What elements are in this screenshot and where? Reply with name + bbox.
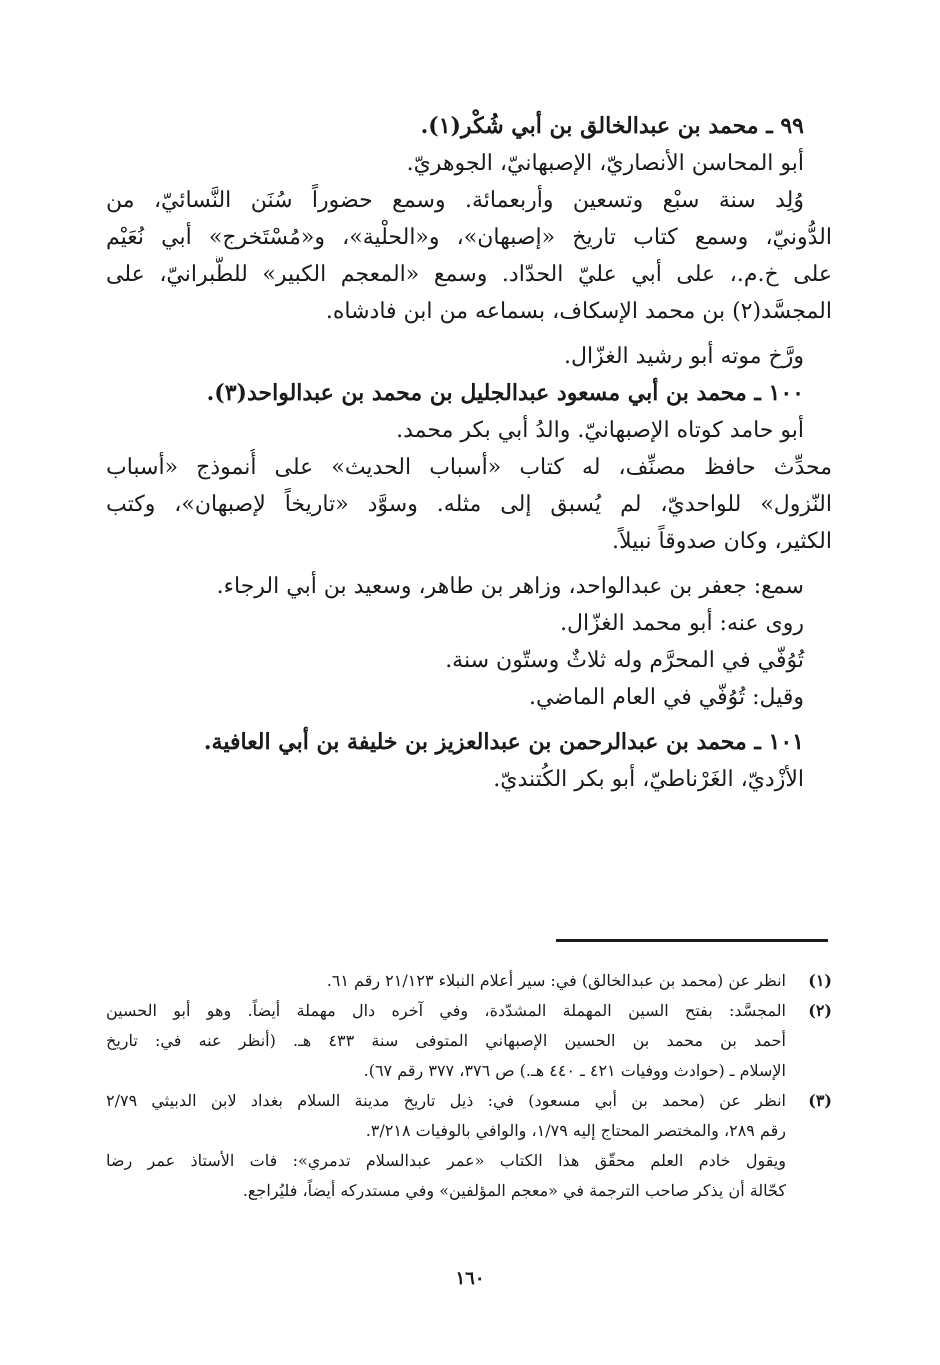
footnote-number: (٣) (808, 1091, 832, 1110)
text-line: الدُّونيّ، وسمع كتاب تاريخ «إصبهان»، و«الحلْية»، و«مُسْتَخرج» أبي نُعَيْم (106, 225, 832, 250)
footnote (106, 966, 832, 996)
paragraph-gap (106, 330, 832, 338)
page-number: ١٦٠ (455, 1268, 485, 1289)
footnote-line: انظر عن (محمد بن أبي مسعود) في: ذيل تاريخ مدينة السلام بغداد لابن الدبيثي ٢/٧٩ (106, 1091, 786, 1110)
text-line: روى عنه: أبو محمد الغزّال. (560, 611, 804, 636)
entry-heading: ٩٩ ـ محمد بن عبدالخالق بن أبي شُكْر(١). (420, 113, 804, 139)
text-line: محدِّث حافظ مصنِّف، له كتاب «أسباب الحديث» على أُنموذج «أسباب (106, 455, 832, 480)
footnote-line: أحمد بن محمد بن الحسين الإصبهاني المتوفى سنة ٤٣٣ هـ. (أنظر عنه في: تاريخ (106, 1031, 786, 1050)
text-line: تُوُفّي في المحرَّم وله ثلاثٌ وستّون سنة. (445, 648, 804, 673)
text-line: ورَّخ موته أبو رشيد الغزّال. (564, 344, 804, 369)
main-text (106, 108, 832, 798)
footnote-number: (٢) (808, 1001, 832, 1020)
footnote-separator (556, 939, 828, 942)
footnote-text (106, 1146, 786, 1206)
text-line: الأزْديّ، الغَرْناطيّ، أبو بكر الكُتنديّ. (493, 767, 804, 792)
entry-heading: ١٠١ ـ محمد بن عبدالرحمن بن عبدالعزيز بن خليفة بن أبي العافية. (203, 729, 804, 755)
text-line: أبو حامد كوتاه الإصبهانيّ. والدُ أبي بكر محمد. (396, 418, 804, 443)
text-line: على خ.م.، على أبي عليّ الحدّاد. وسمع «المعجم الكبير» للطَّبرانيّ، على (106, 262, 832, 287)
footnote-line: كحّالة أن يذكر صاحب الترجمة في «معجم المؤلفين» وفي مستدركه أيضاً، فليُراجع. (242, 1181, 786, 1200)
footnote-number: (١) (808, 971, 832, 990)
paragraph-gap (106, 716, 832, 724)
paragraph-gap (106, 560, 832, 568)
text-line: الكثير، وكان صدوقاً نبيلاً. (611, 529, 832, 554)
footnote-text (106, 1086, 786, 1146)
entry-heading: ١٠٠ ـ محمد بن أبي مسعود عبدالجليل بن محمد بن عبدالواحد(٣). (206, 380, 804, 406)
footnote-text (106, 966, 786, 996)
footnote (106, 1146, 832, 1206)
footnotes (106, 966, 832, 1206)
footnote-line: الإسلام ـ (حوادث ووفيات ٤٢١ ـ ٤٤٠ هـ.) ص ٣٧٦، ٣٧٧ رقم ٦٧). (363, 1061, 786, 1080)
footnote-line: انظر عن (محمد بن عبدالخالق) في: سير أعلام النبلاء ٢١/١٢٣ رقم ٦١. (326, 971, 786, 990)
footnote (106, 996, 832, 1086)
text-line: سمع: جعفر بن عبدالواحد، وزاهر بن طاهر، وسعيد بن أبي الرجاء. (216, 574, 804, 599)
footnote-line: رقم ٢٨٩، والمختصر المحتاج إليه ١/٧٩، والوافي بالوفيات ٣/٢١٨. (365, 1121, 786, 1140)
footnote-line: ويقول خادم العلم محقّق هذا الكتاب «عمر عبدالسلام تدمري»: فات الأستاذ عمر رضا (106, 1151, 786, 1170)
text-line: المجسَّد(٢) بن محمد الإسكاف، بسماعه من ابن فادشاه. (325, 299, 832, 324)
footnote-text (106, 996, 786, 1086)
text-line: النّزول» للواحديّ، لم يُسبق إلى مثله. وسوَّد «تاريخاً لإصبهان»، وكتب (106, 492, 832, 517)
footnote-line: المجسَّد: بفتح السين المهملة المشدّدة، وفي آخره دال مهملة أيضاً. وهو أبو الحسين (106, 1001, 786, 1020)
footnote (106, 1086, 832, 1146)
text-line: وُلِد سنة سبْع وتسعين وأربعمائة. وسمع حضوراً سُنَن النَّسائيّ، من (106, 188, 804, 213)
text-line: أبو المحاسن الأنصاريّ، الإصبهانيّ، الجوهريّ. (406, 151, 804, 176)
text-line: وقيل: تُوُفّي في العام الماضي. (528, 685, 804, 710)
